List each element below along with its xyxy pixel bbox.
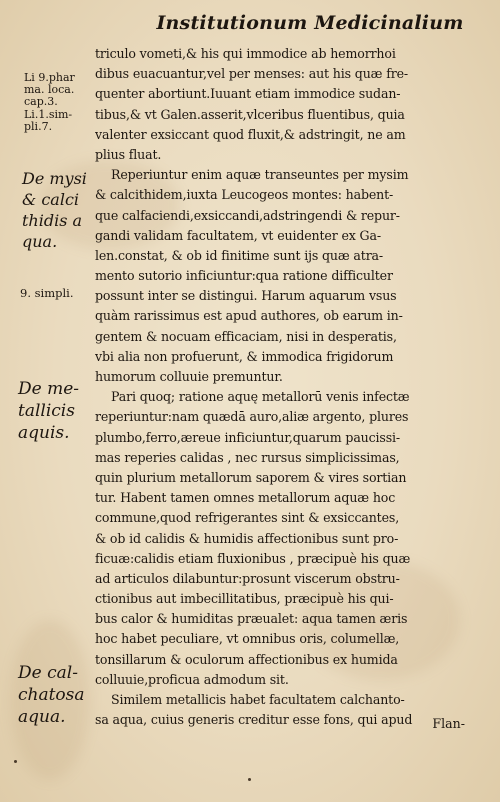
text-line: colluuie,proficua admodum sit. xyxy=(95,671,289,687)
running-header: Institutionum Medicinalium xyxy=(156,12,464,34)
text-line: vbi alia non profuerunt, & immodica frigidorum xyxy=(95,348,394,364)
text-line: plius fluat. xyxy=(95,146,162,162)
text-line: hoc habet peculiare, vt omnibus oris, columellæ, xyxy=(95,631,400,647)
text-line: plumbo,ferro,æreue inficiuntur,quarum paucissi- xyxy=(95,429,401,445)
text-line: tibus,& vt Galen.asserit,vlceribus fluentibus, quia xyxy=(95,106,405,122)
text-line: Similem metallicis habet facultatem calchanto- xyxy=(111,692,405,707)
text-line: quin plurium metallorum saporem & vires sortian xyxy=(95,469,407,485)
margin-ref-line: Li 9.phar xyxy=(24,71,75,84)
text-line: commune,quod refrigerantes sint & exsiccantes, xyxy=(95,510,400,526)
text-line: mento sutorio inficiuntur:qua ratione difficulter xyxy=(95,268,393,284)
margin-heading-line: aqua. xyxy=(18,707,66,727)
margin-heading-line: & calci xyxy=(22,190,80,209)
margin-ref-line: pli.7. xyxy=(24,119,53,133)
margin-heading-mysi xyxy=(22,168,87,252)
margin-reference-simpli xyxy=(20,287,74,300)
text-line: ctionibus aut imbecillitatibus, præcipuè his qui- xyxy=(95,591,394,607)
text-line: quenter abortiunt.Iuuant etiam immodice sudan- xyxy=(95,86,401,102)
margin-heading-line: thidis a xyxy=(22,211,83,230)
text-line: & calcithidem,iuxta Leucogeos montes: habent- xyxy=(95,187,394,203)
text-line: triculo vometi,& his qui immodice ab hemorrhoi xyxy=(95,46,396,61)
text-line: & ob id calidis & humidis affectionibus sunt pro- xyxy=(95,530,399,546)
text-line: gandi validam facultatem, vt euidenter ex Ga- xyxy=(95,227,381,243)
margin-heading-line: tallicis xyxy=(18,401,75,421)
margin-heading-line: chatosa xyxy=(18,685,85,705)
margin-heading-line: qua. xyxy=(22,232,58,251)
margin-heading-line: De cal- xyxy=(18,663,78,683)
margin-ref-line: cap.3. xyxy=(24,95,58,109)
text-line: Reperiuntur enim aquæ transeuntes per mysim xyxy=(111,167,409,183)
text-line: dibus euacuantur,vel per menses: aut his quæ fre- xyxy=(95,66,409,82)
catchword: Flan- xyxy=(432,716,465,731)
text-line: reperiuntur:nam quædā auro,aliæ argento, plures xyxy=(95,409,409,425)
text-line: humorum colluuie premuntur. xyxy=(95,369,283,384)
text-line: mas reperies calidas , nec rursus simplicissimas, xyxy=(95,449,400,465)
text-line: gentem & nocuam efficaciam, nisi in desperatis, xyxy=(95,328,397,344)
margin-heading-line: De mysi xyxy=(22,169,87,188)
margin-heading-calchatosa xyxy=(18,662,85,728)
text-line: ad articulos dilabuntur:prosunt viscerum obstru- xyxy=(95,570,400,586)
text-line: valenter exsiccant quod fluxit,& adstringit, ne am xyxy=(95,126,406,142)
text-line: possunt inter se distingui. Harum aquarum vsus xyxy=(95,288,397,304)
text-line: tonsillarum & oculorum affectionibus ex humida xyxy=(95,651,398,667)
margin-heading-line: aquis. xyxy=(18,423,70,443)
text-line: ficuæ:calidis etiam fluxionibus , præcipuè his quæ xyxy=(95,550,411,566)
text-line: tur. Habent tamen omnes metallorum aquæ hoc xyxy=(95,490,396,506)
margin-heading-metallicis xyxy=(18,378,79,444)
text-line: quàm rarissimus est apud authores, ob earum in- xyxy=(95,308,403,324)
margin-reference-pharma xyxy=(24,72,75,133)
body-text xyxy=(95,44,467,730)
text-line: que calfaciendi,exsiccandi,adstringendi & repur- xyxy=(95,207,400,223)
ink-speck xyxy=(14,760,17,763)
ink-speck xyxy=(248,778,251,781)
text-line: len.constat, & ob id finitime sunt ijs quæ atra- xyxy=(95,247,384,263)
margin-ref-line: Li.1.sim- xyxy=(24,107,73,121)
text-line: Pari quoq; ratione aquę metallorū venis infectæ xyxy=(111,389,410,405)
margin-heading-line: De me- xyxy=(18,379,80,399)
margin-ref-line: 9. simpli. xyxy=(20,286,74,300)
text-line: bus calor & humiditas præualet: aqua tamen æris xyxy=(95,611,408,627)
margin-ref-line: ma. loca. xyxy=(24,83,75,97)
text-line: sa aqua, cuius generis creditur esse fons, qui apud xyxy=(95,712,413,728)
